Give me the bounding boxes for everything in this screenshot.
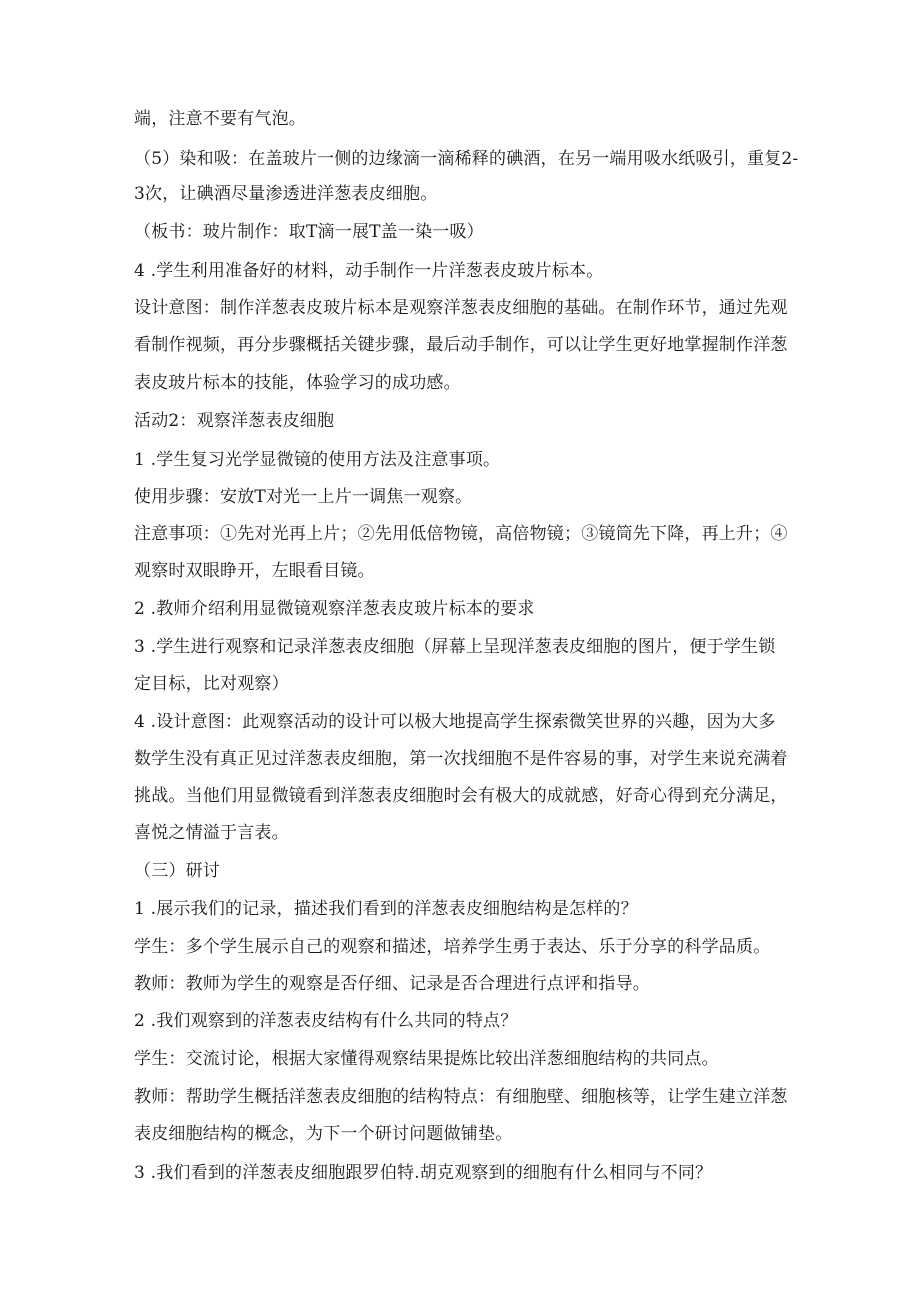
text-line: 定目标，比对观察） [134, 674, 289, 694]
text-line: 表皮玻片标本的技能，体验学习的成功感。 [134, 373, 461, 393]
text-line: 3 .我们看到的洋葱表皮细胞跟罗伯特.胡克观察到的细胞有什么相同与不同？ [134, 1163, 713, 1183]
section-heading: 活动2：观察洋葱表皮细胞 [134, 411, 335, 431]
text-line: 学生：多个学生展示自己的观察和描述，培养学生勇于表达、乐于分享的科学品质。 [134, 937, 771, 957]
text-line: 学生：交流讨论，根据大家懂得观察结果提炼比较出洋葱细胞结构的共同点。 [134, 1049, 719, 1069]
text-line: 3次，让碘酒尽量渗透进洋葱表皮细胞。 [134, 184, 438, 204]
text-line: 观察时双眼睁开，左眼看目镜。 [134, 561, 375, 581]
text-line: （板书：玻片制作：取T滴一展T盖一染一吸） [134, 222, 484, 242]
text-line: 2 .我们观察到的洋葱表皮结构有什么共同的特点？ [134, 1011, 518, 1031]
section-heading: （三）研讨 [134, 861, 220, 881]
text-line: 2 .教师介绍利用显微镜观察洋葱表皮玻片标本的要求 [134, 599, 535, 619]
text-line: 4 .设计意图：此观察活动的设计可以极大地提高学生探索微笑世界的兴趣，因为大多 [134, 712, 776, 732]
text-line: 看制作视频，再分步骤概括关键步骤，最后动手制作，可以让学生更好地掌握制作洋葱 [134, 335, 788, 355]
text-line: 3 .学生进行观察和记录洋葱表皮细胞（屏幕上呈现洋葱表皮细胞的图片，便于学生锁 [134, 637, 776, 657]
text-line: 注意事项：①先对光再上片；②先用低倍物镜，高倍物镜；③镜筒先下降，再上升；④ [134, 524, 788, 544]
text-line: 4 .学生利用准备好的材料，动手制作一片洋葱表皮玻片标本。 [134, 261, 604, 281]
text-line: 教师：教师为学生的观察是否仔细、记录是否合理进行点评和指导。 [134, 974, 650, 994]
text-line: 数学生没有真正见过洋葱表皮细胞，第一次找细胞不是件容易的事，对学生来说充满着 [134, 749, 788, 769]
text-line: 使用步骤：安放T对光一上片一调焦一观察。 [134, 487, 473, 507]
text-line: 端，注意不要有气泡。 [134, 109, 306, 129]
text-line: 设计意图：制作洋葱表皮玻片标本是观察洋葱表皮细胞的基础。在制作环节，通过先观 [134, 298, 788, 318]
text-line: （5）染和吸：在盖玻片一侧的边缘滴一滴稀释的碘酒，在另一端用吸水纸吸引，重复2- [134, 149, 799, 169]
text-line: 教师：帮助学生概括洋葱表皮细胞的结构特点：有细胞壁、细胞核等，让学生建立洋葱 [134, 1087, 788, 1107]
text-line: 挑战。当他们用显微镜看到洋葱表皮细胞时会有极大的成就感，好奇心得到充分满足， [134, 786, 788, 806]
text-line: 1 .展示我们的记录，描述我们看到的洋葱表皮细胞结构是怎样的？ [134, 899, 638, 919]
text-line: 1 .学生复习光学显微镜的使用方法及注意事项。 [134, 450, 501, 470]
text-line: 喜悦之情溢于言表。 [134, 823, 289, 843]
text-line: 表皮细胞结构的概念，为下一个研讨问题做铺垫。 [134, 1124, 513, 1144]
